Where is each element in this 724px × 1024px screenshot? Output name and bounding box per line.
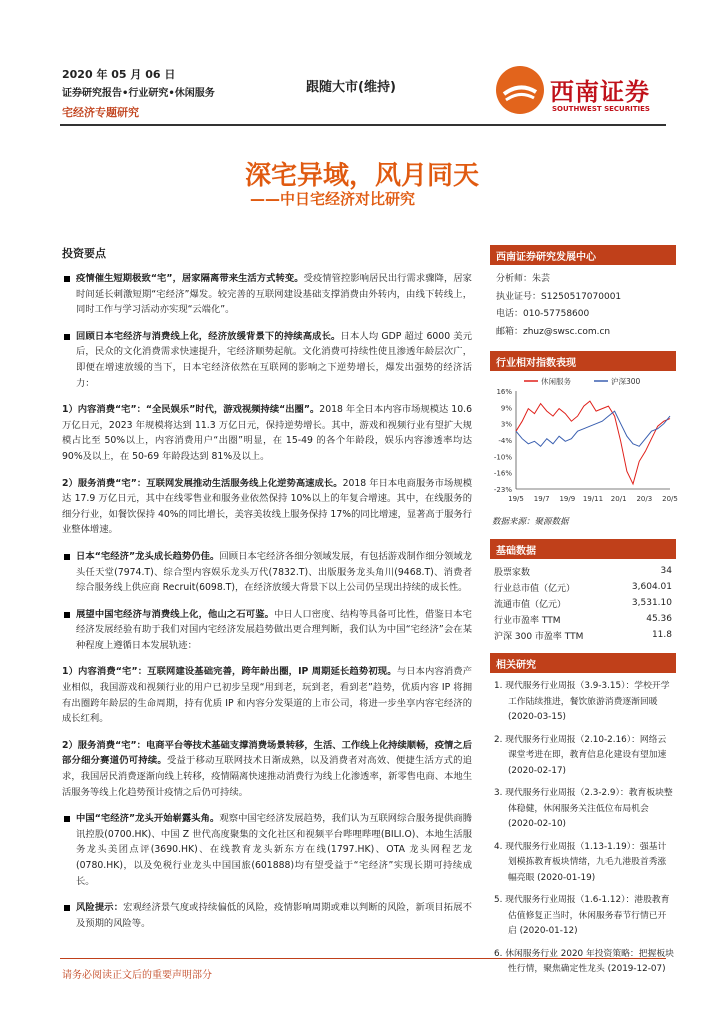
paragraph-lead: 日本“宅经济”龙头成长趋势仍佳。: [76, 550, 220, 562]
paragraph-body: 观察中国宅经济发展趋势，我们认为互联网综合服务提供商腾讯控股(0700.HK)、中国 Z 世代高度聚集的文化社区和视频平台哔哩哔哩(BILI.O)、本地生活服务龙头美团点评(3690.HK)、在线教育龙头新东方在线(1797.HK)、OTA 龙头网程艺龙(0780.HK)，以及免税行业龙头中国国旅(601888)均有望受益于“宅经济”实现长期可持续成长。: [76, 813, 472, 887]
paragraph-body: 中日人口密度、结构等具备可比性，借鉴日本宅经济发展经验有助于我们对国内宅经济发展趋势做出更合理判断，我们认为中国“宅经济”会在某种程度上遵循日本发展轨迹：: [76, 608, 472, 651]
basic-data-row: [490, 611, 676, 627]
series-line-hs300: [516, 411, 670, 446]
y-tick-label: 16%: [496, 388, 512, 396]
series-line-leisure: [516, 401, 670, 484]
paragraph-body: 受益于移动互联网技术日渐成熟，以及消费者对高效、便捷生活方式的追求，我国居民消费逐渐向线上转移，疫情隔离快速推动消费行为线上化渗透率，新零售电商、本地生活服务等线上化趋势预计疫情之后仍可持续。: [62, 755, 472, 798]
paragraph-lead: 1）内容消费“宅”：互联网建设基础完善，跨年龄出圈，IP 周期延长趋势初现。: [62, 666, 397, 678]
related-report[interactable]: 2. 现代服务行业周报（2.10-2.16）：网络云课堂考进在即，教育信息化建设有望加速 (2020-02-17): [494, 734, 667, 776]
x-tick-label: 19/5: [508, 495, 524, 503]
paragraph-body: 回顾日本宅经济各细分领域发展，有包括游戏制作细分领域龙头任天堂(7974.T)、综合型内容娱乐龙头万代(7832.T)、出版服务龙头角川(9468.T)、消费者综合服务线上供应商 Recruit(6098.T)，在经济放缓大背景下以上公司仍呈现出持续的成长性。: [76, 550, 472, 594]
paragraph-body: 受疫情管控影响居民出行需求骤降，居家时间延长刺激短期“宅经济”爆发。较完善的互联网建设基础支撑消费由外转内，由线下转线上，同时工作与学习活动亦实现“云端化”。: [76, 273, 472, 316]
basic-data-row: [490, 595, 676, 611]
y-tick-label: -10%: [493, 453, 512, 462]
paragraph-body: 2018 年日本电商服务市场规模达 17.9 万亿日元，其中在线零售业和服务业依然保持 10%以上的年复合增速。其中，在线服务的细分行业，如餐饮保持 40%的同比增长，美容美妆线上服务保持 17%的同比增速，显著高于服务行业整体增速。: [62, 477, 472, 536]
related-heading: 相关研究: [490, 653, 676, 673]
basic-data-row: [490, 627, 676, 643]
basic-data-value: 45.36: [646, 614, 672, 624]
analyst-phone: 电话：010-57758600: [496, 309, 590, 319]
paragraph-lead: 中国“宅经济”龙头开始崭露头角。: [76, 813, 220, 825]
basic-data-label: 流通市值（亿元）: [494, 599, 567, 610]
summary-paragraph: [62, 549, 472, 596]
rating: 跟随大市(维持): [306, 80, 396, 95]
summary-paragraph: [62, 476, 472, 538]
chart-heading: 行业相对指数表现: [490, 351, 676, 371]
report-topic: 宅经济专题研究: [62, 106, 139, 119]
related-report[interactable]: 1. 现代服务行业周报（3.9-3.15）：学校开学工作陆续推进，餐饮旅游消费逐渐回暖 (2020-03-15): [494, 681, 670, 722]
analyst-license: 执业证号：S1250517070001: [496, 291, 622, 302]
report-type: 证券研究报告•行业研究•休闲服务: [62, 88, 215, 99]
x-tick-label: 20/5: [662, 495, 678, 503]
x-tick-label: 19/7: [533, 495, 550, 503]
index-chart: [490, 371, 676, 511]
y-tick-label: -16%: [493, 469, 512, 478]
y-tick-label: -23%: [493, 486, 512, 494]
paragraph-lead: 回顾日本宅经济与消费线上化，经济放缓背景下的持续高成长。: [76, 330, 341, 342]
paragraph-lead: 疫情催生短期极致“宅”，居家隔离带来生活方式转变。: [76, 273, 304, 284]
summary-paragraph: [62, 402, 472, 464]
chart-source: 数据来源：聚源数据: [492, 517, 569, 527]
paragraph-lead: 风险提示：: [76, 902, 124, 914]
footer-note: 请务必阅读正文后的重要声明部分: [62, 970, 212, 981]
related-report[interactable]: 5. 现代服务行业周报（1.6-1.12）：港股教育估值修复正当时，休闲服务春节行情已开启 (2020-01-12): [494, 895, 670, 936]
basic-data-label: 股票家数: [494, 567, 531, 578]
related-report[interactable]: 4. 现代服务行业周报（1.13-1.19）：强基计划模拣教育板块情绪，九毛九港股首秀涨幅亮眼 (2020-01-19): [494, 841, 667, 883]
legend-label: 沪深300: [611, 377, 641, 386]
basic-data-value: 11.8: [651, 630, 672, 640]
basic-data-label: 行业市盈率 TTM: [494, 615, 561, 626]
basic-data-value: 3,604.01: [631, 582, 672, 592]
paragraph-body: 与日本内容消费产业相似，我国游戏和视频行业的用户已初步呈现“用到老，玩到老，看到老”趋势，优质内容 IP 将拥有出圈跨年龄层的生命周期，持有优质 IP 和内容分发渠道的上市公司，将进一步坐享内容宅经济的成长红利。: [62, 666, 472, 725]
summary-paragraph: [62, 738, 472, 800]
basic-data-heading: 基础数据: [490, 539, 676, 559]
company-logo: [496, 66, 676, 118]
basic-data-label: 行业总市值（亿元）: [494, 583, 576, 594]
research-center-heading: 西南证券研究发展中心: [490, 245, 676, 265]
basic-data-row: [490, 579, 676, 595]
related-list: [490, 673, 676, 978]
investment-summary: [62, 245, 472, 942]
summary-paragraph: [62, 900, 472, 931]
x-tick-label: 19/11: [582, 495, 604, 503]
basic-data-label: 沪深 300 市盈率 TTM: [494, 631, 584, 642]
paragraph-body: 宏观经济景气度或持续偏低的风险，疫情影响周期或难以判断的风险，新项目拓展不及预期的风险等。: [76, 902, 472, 929]
basic-data-value: 3,531.10: [631, 598, 672, 608]
summary-heading: 投资要点: [62, 247, 106, 260]
x-tick-label: 20/1: [610, 495, 627, 503]
paragraph-body: 日本人均 GDP 超过 6000 美元后，民众的文化消费需求快速提升，宅经济顺势起航。文化消费可持续性使且渗透年龄层次广，即便在增速放缓的当下，日本宅经济依然在互联网的影响之下逆势增长，爆发出强势的经济活力：: [76, 330, 472, 389]
x-tick-label: 19/9: [559, 495, 576, 503]
y-tick-label: -4%: [498, 437, 512, 445]
summary-paragraph: [62, 329, 472, 391]
y-tick-label: 9%: [500, 404, 512, 413]
paragraph-lead: 1）内容消费“宅”：“全民娱乐”时代，游戏视频持续“出圈”。: [62, 404, 320, 416]
logo-cn: 西南证券: [550, 78, 650, 106]
legend-label: 休闲服务: [541, 377, 571, 386]
y-tick-label: 3%: [500, 420, 512, 429]
paragraph-lead: 展望中国宅经济与消费线上化，他山之石可鉴。: [76, 608, 275, 620]
basic-data-table: [490, 563, 676, 643]
footer-divider: [60, 958, 666, 959]
report-date: 2020 年 05 月 06 日: [62, 68, 176, 81]
paragraph-lead: 2）服务消费“宅”：互联网发展推动生活服务线上化逆势高速成长。: [62, 477, 343, 489]
analyst-email[interactable]: 邮箱：zhuz@swsc.com.cn: [496, 326, 611, 337]
analyst-name: 分析师：朱芸: [496, 274, 551, 284]
paragraph-body: 2018 年全日本内容市场规模达 10.6 万亿日元，2023 年规模将达到 11.3 万亿日元，保持逆势增长。其中，游戏和视频行业有望扩大规模占比至 50%以上，内容消费用户“出圈”明显，在 15-49 的各个年龄段，娱乐内容渗透率均达 90%及以上，在 50-69 年龄段达到 81%及以上。: [62, 404, 472, 462]
summary-paragraph: [62, 607, 472, 654]
index-chart-svg: [490, 371, 676, 511]
related-report[interactable]: 3. 现代服务行业周报（2.3-2.9）：教育板块整体稳健，休闲服务关注低位布局机会 (2020-02-10): [494, 788, 673, 829]
summary-paragraph: [62, 271, 472, 318]
summary-paragraph: [62, 811, 472, 889]
header-divider: [60, 124, 666, 126]
related-report[interactable]: 6. 休闲服务行业 2020 年投资策略：把握板块性行情，聚焦确定性龙头 (2019-12-07): [494, 948, 674, 974]
logo-en: SOUTHWEST SECURITIES: [552, 105, 650, 113]
x-tick-label: 20/3: [636, 495, 653, 503]
logo-icon: [496, 66, 544, 114]
basic-data-value: 34: [660, 566, 672, 576]
summary-paragraph: [62, 664, 472, 726]
page-title: 深宅异域，风月同天: [244, 161, 479, 191]
basic-data-row: [490, 563, 676, 579]
page-subtitle: ——中日宅经济对比研究: [250, 190, 416, 208]
paragraph-lead: 2）服务消费“宅”：电商平台等技术基础支撑消费场景转移，生活、工作线上化持续顺畅，疫情之后部分细分赛道仍可持续。: [62, 739, 472, 767]
analyst-info: [490, 265, 676, 341]
sidebar: [490, 245, 676, 985]
